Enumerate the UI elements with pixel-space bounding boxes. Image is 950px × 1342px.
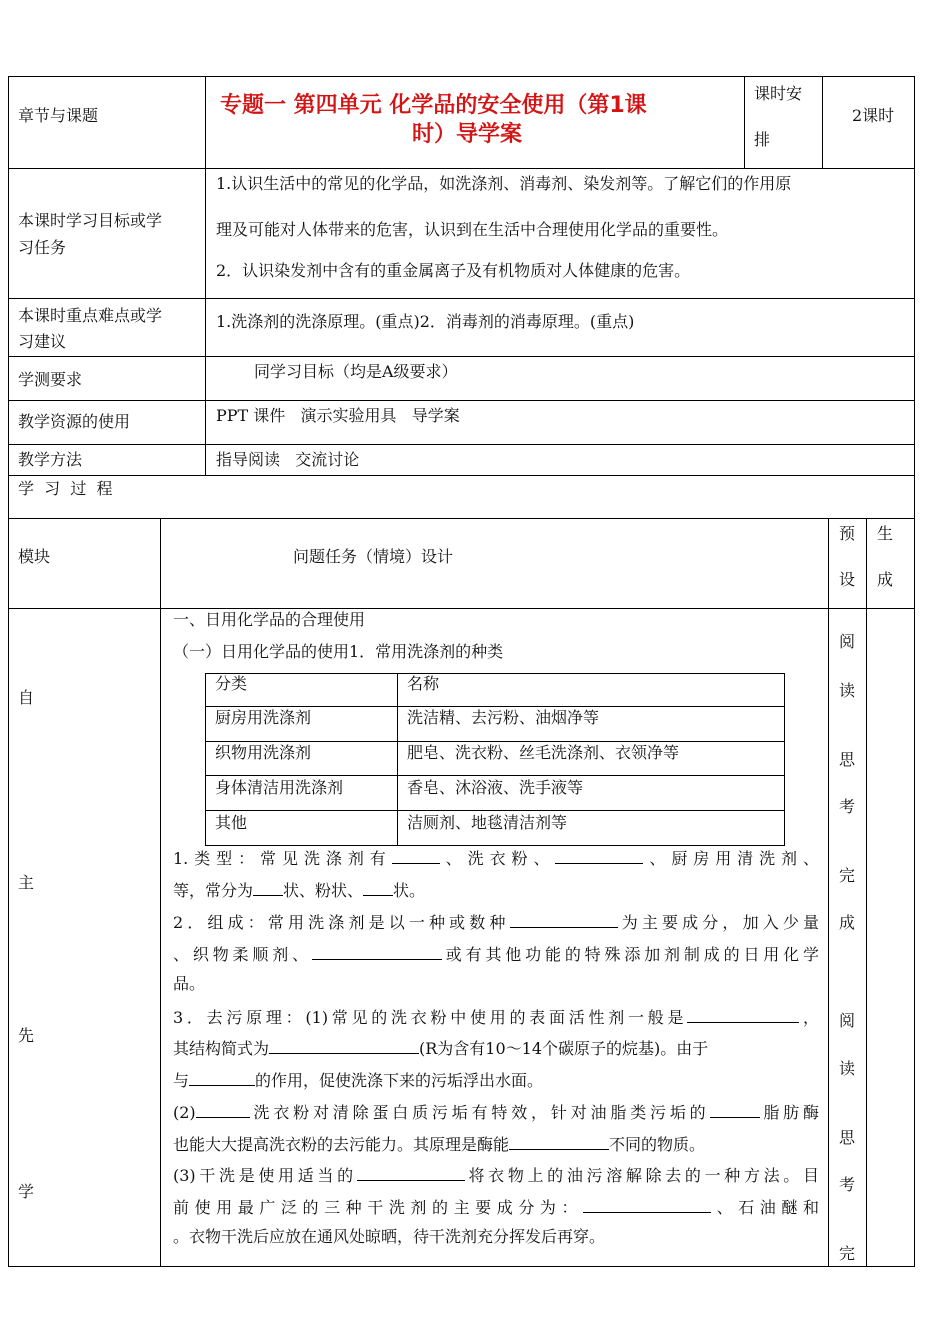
table-header-cell: 名称 xyxy=(407,674,440,693)
blank xyxy=(357,1166,465,1181)
generate-header: 生 xyxy=(877,524,894,543)
objective-text: 理及可能对人体带来的危害，认识到在生活中合理使用化学品的重要性。 xyxy=(216,220,729,239)
text: (2) xyxy=(173,1103,196,1122)
paragraph-composition-cont xyxy=(173,945,819,963)
table-cell: 织物用洗涤剂 xyxy=(215,743,312,762)
objectives-label: 习任务 xyxy=(18,238,67,257)
preset-char: 完 xyxy=(839,866,856,885)
table-cell: 其他 xyxy=(215,813,248,832)
objectives-label: 本课时学习目标或学 xyxy=(18,211,163,230)
blank xyxy=(555,849,643,864)
table-rule xyxy=(205,673,785,674)
text: 、织物柔顺剂、 xyxy=(173,945,312,964)
rule xyxy=(8,356,915,357)
module-char: 先 xyxy=(18,1026,35,1045)
schedule-label: 课时安 xyxy=(754,84,803,103)
objective-text: 2．认识染发剂中含有的重金属离子及有机物质对人体健康的危害。 xyxy=(216,261,691,280)
objective-text: 1.认识生活中的常见的化学品，如洗涤剂、消毒剂、染发剂等。了解它们的作用原 xyxy=(216,174,792,193)
paragraph-dry-clean-cont xyxy=(173,1198,819,1216)
module-header: 模块 xyxy=(18,547,51,566)
text: 洗衣粉对清除蛋白质污垢有特效，针对油脂类污垢的 xyxy=(249,1103,710,1122)
text: 等，常分为 xyxy=(173,881,254,900)
text: ， xyxy=(799,1008,819,1027)
blank xyxy=(509,1135,609,1150)
blank xyxy=(269,1039,419,1054)
paragraph-types xyxy=(173,849,819,867)
assessment-text: 同学习目标（均是A级要求） xyxy=(254,362,458,381)
text: 2．组成：常用洗涤剂是以一种或数种 xyxy=(173,913,510,932)
text: 也能大大提高洗衣粉的去污能力。其原理是酶能 xyxy=(173,1135,510,1154)
preset-header: 预 xyxy=(839,524,856,543)
text: (3)干洗是使用适当的 xyxy=(173,1166,357,1185)
table-header-cell: 分类 xyxy=(215,674,248,693)
blank xyxy=(189,1071,255,1086)
preset-char: 考 xyxy=(839,1175,856,1194)
rule xyxy=(8,298,915,299)
text: 与 xyxy=(173,1071,190,1090)
method-label: 教学方法 xyxy=(18,450,83,469)
design-header: 问题任务（情境）设计 xyxy=(293,547,454,566)
table-cell: 厨房用洗涤剂 xyxy=(215,708,312,727)
blank xyxy=(363,881,393,896)
paragraph-principle xyxy=(173,1008,819,1026)
paragraph-composition xyxy=(173,913,819,931)
paragraph-dry-clean xyxy=(173,1166,819,1184)
module-char: 自 xyxy=(18,688,35,707)
preset-char: 思 xyxy=(839,750,856,769)
preset-char: 完 xyxy=(839,1244,856,1263)
preset-char: 读 xyxy=(839,1059,856,1078)
text: 3．去污原理：(1)常见的洗衣粉中使用的表面活性剂一般是 xyxy=(173,1008,688,1027)
table-rule xyxy=(205,775,785,776)
rule-right xyxy=(914,76,915,1267)
text: 脂肪酶 xyxy=(759,1103,819,1122)
preset-char: 读 xyxy=(839,681,856,700)
module-char: 学 xyxy=(18,1182,35,1201)
module-char: 主 xyxy=(18,873,35,892)
blank xyxy=(312,945,442,960)
method-text: 指导阅读 交流讨论 xyxy=(216,450,360,469)
blank xyxy=(196,1103,250,1118)
rule xyxy=(8,475,915,476)
blank xyxy=(687,1008,799,1023)
text: 或有其他功能的特殊添加剂制成的日用化学 xyxy=(441,945,819,964)
section-subheading: （一）日用化学品的使用1．常用洗涤剂的种类 xyxy=(173,642,504,661)
table-cell: 洁厕剂、地毯清洁剂等 xyxy=(407,813,568,832)
lesson-title-line2: 时）导学案 xyxy=(412,122,523,147)
text: 前使用最广泛的三种干洗剂的主要成分为： xyxy=(173,1198,584,1217)
rule-top xyxy=(8,76,915,77)
text: 状、粉状、 xyxy=(283,881,364,900)
paragraph-dry-clean-end: 。衣物干洗后应放在通风处晾晒，待干洗剂充分挥发后再穿。 xyxy=(173,1227,606,1246)
rule xyxy=(8,400,915,401)
rule-left xyxy=(8,76,9,1267)
text: 、洗衣粉、 xyxy=(439,849,556,868)
paragraph-enzyme xyxy=(173,1103,819,1121)
paragraph-types-cont xyxy=(173,881,425,899)
key-points-label: 习建议 xyxy=(18,332,67,351)
text: 为主要成分，加入少量 xyxy=(617,913,819,932)
text: 其结构简式为 xyxy=(173,1039,270,1058)
process-label: 学 习 过 程 xyxy=(18,479,113,498)
table-rule xyxy=(784,673,785,846)
blank xyxy=(710,1103,760,1118)
rule xyxy=(822,76,823,169)
resources-text: PPT 课件 演示实验用具 导学案 xyxy=(216,406,460,425)
blank xyxy=(510,913,618,928)
rule xyxy=(866,518,867,1267)
assessment-label: 学测要求 xyxy=(18,370,83,389)
preset-char: 成 xyxy=(839,913,856,932)
rule-bottom xyxy=(8,1266,915,1267)
preset-char: 思 xyxy=(839,1128,856,1147)
table-rule xyxy=(397,673,398,846)
text: (R为含有10～14个碳原子的烷基)。由于 xyxy=(419,1039,709,1058)
text: 不同的物质。 xyxy=(609,1135,706,1154)
text: 1.类型：常见洗涤剂有 xyxy=(173,849,392,868)
paragraph-principle-end xyxy=(173,1071,543,1089)
text: 的作用，促使洗涤下来的污垢浮出水面。 xyxy=(255,1071,544,1090)
table-rule xyxy=(205,673,206,846)
rule xyxy=(8,608,915,609)
section-heading: 一、日用化学品的合理使用 xyxy=(173,610,366,629)
table-rule xyxy=(205,706,785,707)
table-rule xyxy=(205,741,785,742)
table-cell: 身体清洁用洗涤剂 xyxy=(215,778,344,797)
table-rule xyxy=(205,810,785,811)
schedule-value: 2课时 xyxy=(852,106,895,125)
chapter-label: 章节与课题 xyxy=(18,106,99,125)
table-rule xyxy=(205,845,785,846)
key-points-text: 1.洗涤剂的洗涤原理。(重点)2．消毒剂的消毒原理。(重点) xyxy=(216,312,635,331)
rule xyxy=(8,168,915,169)
text: 状。 xyxy=(393,881,426,900)
paragraph-principle-cont xyxy=(173,1039,708,1057)
preset-char: 考 xyxy=(839,797,856,816)
rule xyxy=(205,76,206,476)
preset-char: 阅 xyxy=(839,1011,856,1030)
schedule-label: 排 xyxy=(754,130,771,149)
text: 、厨房用清洗剂、 xyxy=(643,849,819,868)
generate-header: 成 xyxy=(877,570,894,589)
rule xyxy=(160,518,161,1267)
blank xyxy=(253,881,283,896)
paragraph-composition-end: 品。 xyxy=(173,974,206,993)
rule xyxy=(8,518,915,519)
key-points-label: 本课时重点难点或学 xyxy=(18,306,163,325)
lesson-title-line1: 专题一 第四单元 化学品的安全使用（第1课 xyxy=(220,93,647,118)
preset-header: 设 xyxy=(839,570,856,589)
paragraph-enzyme-cont xyxy=(173,1135,705,1153)
blank xyxy=(392,849,440,864)
text: 将衣物上的油污溶解除去的一种方法。目 xyxy=(464,1166,819,1185)
preset-char: 阅 xyxy=(839,632,856,651)
rule xyxy=(8,444,915,445)
table-cell: 洗洁精、去污粉、油烟净等 xyxy=(407,708,600,727)
rule xyxy=(744,76,745,169)
rule xyxy=(828,518,829,1267)
table-cell: 香皂、沐浴液、洗手液等 xyxy=(407,778,584,797)
table-cell: 肥皂、洗衣粉、丝毛洗涤剂、衣领净等 xyxy=(407,743,680,762)
blank xyxy=(583,1198,711,1213)
resources-label: 教学资源的使用 xyxy=(18,412,131,431)
text: 、石油醚和 xyxy=(711,1198,819,1217)
